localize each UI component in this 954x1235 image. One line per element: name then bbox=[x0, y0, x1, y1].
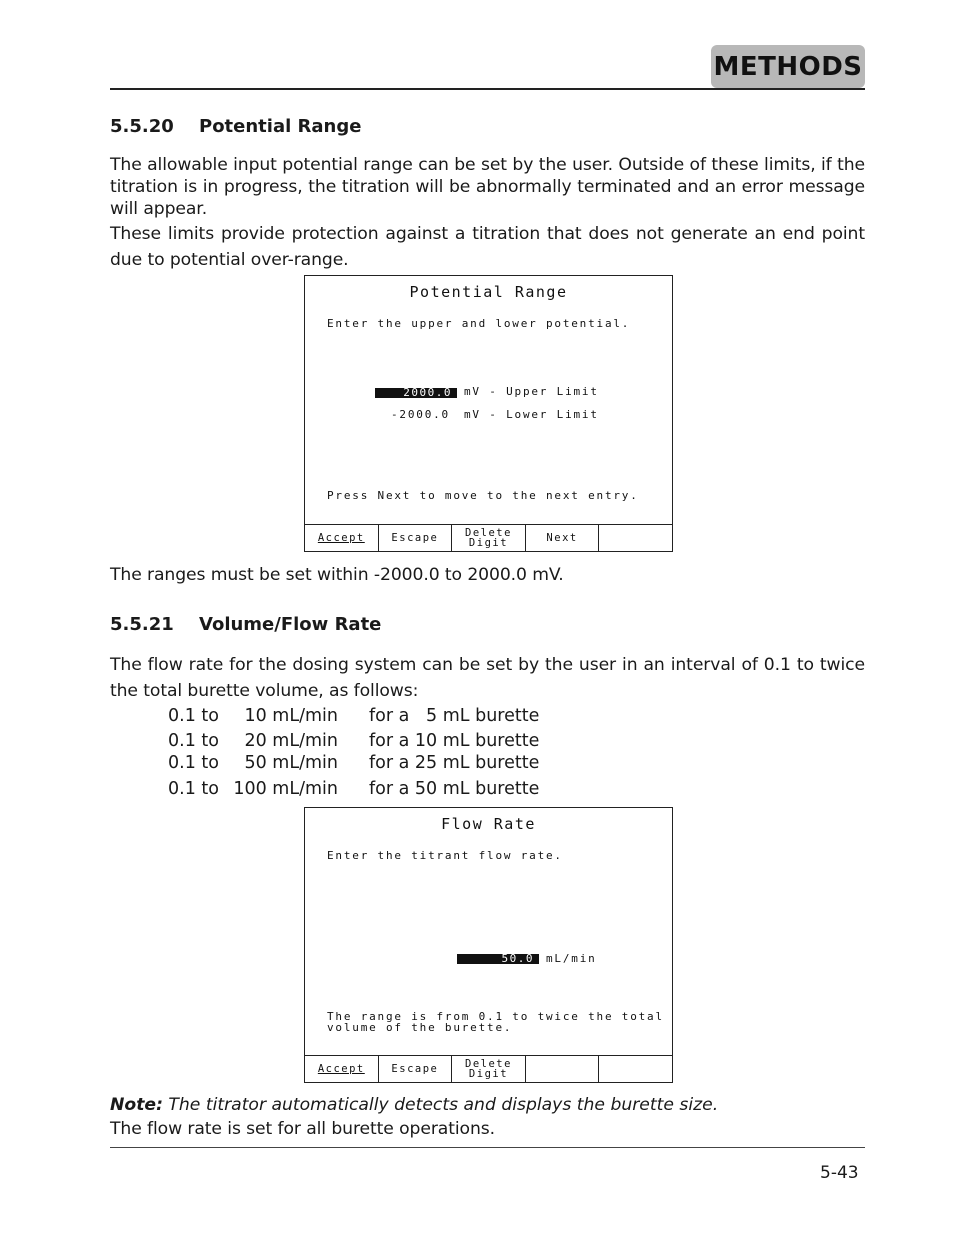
screen-hint: Press Next to move to the next entry. bbox=[327, 489, 639, 502]
section-heading-flow-rate bbox=[110, 614, 381, 635]
section-number: 5.5.20 bbox=[110, 116, 174, 137]
rate-max: 50 mL/min bbox=[244, 753, 338, 773]
delete-digit-softkey[interactable]: Delete Digit bbox=[452, 1056, 526, 1082]
lower-limit-label: mV - Lower Limit bbox=[464, 408, 599, 421]
screen-hint-line2: volume of the burette. bbox=[327, 1021, 513, 1034]
accept-softkey[interactable]: Accept bbox=[305, 525, 379, 551]
accept-softkey[interactable]: Accept bbox=[305, 1056, 379, 1082]
lower-limit-field[interactable]: -2000.0 bbox=[391, 408, 450, 421]
chapter-badge: METHODS bbox=[711, 45, 865, 88]
rate-burette: for a 25 mL burette bbox=[369, 753, 540, 773]
rate-from: 0.1 to bbox=[168, 779, 219, 799]
note-label: Note: bbox=[110, 1095, 163, 1115]
rate-max: 20 mL/min bbox=[244, 731, 338, 751]
rate-from: 0.1 to bbox=[168, 731, 219, 751]
blank-softkey[interactable] bbox=[599, 1056, 672, 1082]
paragraph-potential-intro: The allowable input potential range can be set by the user. Outside of these limits, if the titration is in progress, the titration will be abnormally terminated and an error message will appear. bbox=[110, 155, 865, 219]
section-heading-potential-range bbox=[110, 116, 361, 137]
screen-instruction: Enter the upper and lower potential. bbox=[327, 317, 631, 330]
paragraph-flow-intro: The flow rate for the dosing system can be set by the user in an interval of 0.1 to twice the total burette volume, as follows: bbox=[110, 655, 865, 701]
escape-softkey[interactable]: Escape bbox=[379, 525, 453, 551]
screen-title: Potential Range bbox=[409, 283, 568, 301]
note bbox=[110, 1095, 718, 1115]
rate-max: 100 mL/min bbox=[233, 779, 338, 799]
potential-range-screen bbox=[304, 275, 673, 552]
header-rule bbox=[110, 88, 865, 90]
rate-burette: for a 50 mL burette bbox=[369, 779, 540, 799]
rate-from: 0.1 to bbox=[168, 706, 219, 726]
next-softkey[interactable]: Next bbox=[526, 525, 600, 551]
rate-burette: for a 5 mL burette bbox=[369, 706, 540, 726]
softkey-bar bbox=[305, 1055, 672, 1082]
blank-softkey[interactable] bbox=[526, 1056, 600, 1082]
screen-hint-line1: The range is from 0.1 to twice the total bbox=[327, 1010, 664, 1023]
rate-from: 0.1 to bbox=[168, 753, 219, 773]
flow-rate-unit: mL/min bbox=[546, 952, 597, 965]
rate-max: 10 mL/min bbox=[244, 706, 338, 726]
upper-limit-field[interactable]: 2000.0 bbox=[375, 388, 457, 398]
softkey-bar bbox=[305, 524, 672, 551]
footer-rule bbox=[110, 1147, 865, 1148]
section-title: Potential Range bbox=[199, 116, 362, 137]
section-title: Volume/Flow Rate bbox=[199, 614, 382, 635]
paragraph-range-limits: The ranges must be set within -2000.0 to 2000.0 mV. bbox=[110, 565, 564, 585]
page-number: 5-43 bbox=[820, 1163, 859, 1183]
upper-limit-label: mV - Upper Limit bbox=[464, 385, 599, 398]
rate-burette: for a 10 mL burette bbox=[369, 731, 540, 751]
flow-rate-field[interactable]: 50.0 bbox=[457, 954, 539, 964]
section-number: 5.5.21 bbox=[110, 614, 174, 635]
blank-softkey[interactable] bbox=[599, 525, 672, 551]
flow-rate-screen bbox=[304, 807, 673, 1083]
note-text: The titrator automatically detects and displays the burette size. bbox=[162, 1095, 719, 1115]
screen-instruction: Enter the titrant flow rate. bbox=[327, 849, 563, 862]
screen-title: Flow Rate bbox=[441, 815, 536, 833]
escape-softkey[interactable]: Escape bbox=[379, 1056, 453, 1082]
delete-digit-softkey[interactable]: Delete Digit bbox=[452, 525, 526, 551]
paragraph-flow-rate-all: The flow rate is set for all burette operations. bbox=[110, 1119, 495, 1139]
paragraph-potential-protection: These limits provide protection against a titration that does not generate an end point due to potential over-range. bbox=[110, 224, 865, 270]
